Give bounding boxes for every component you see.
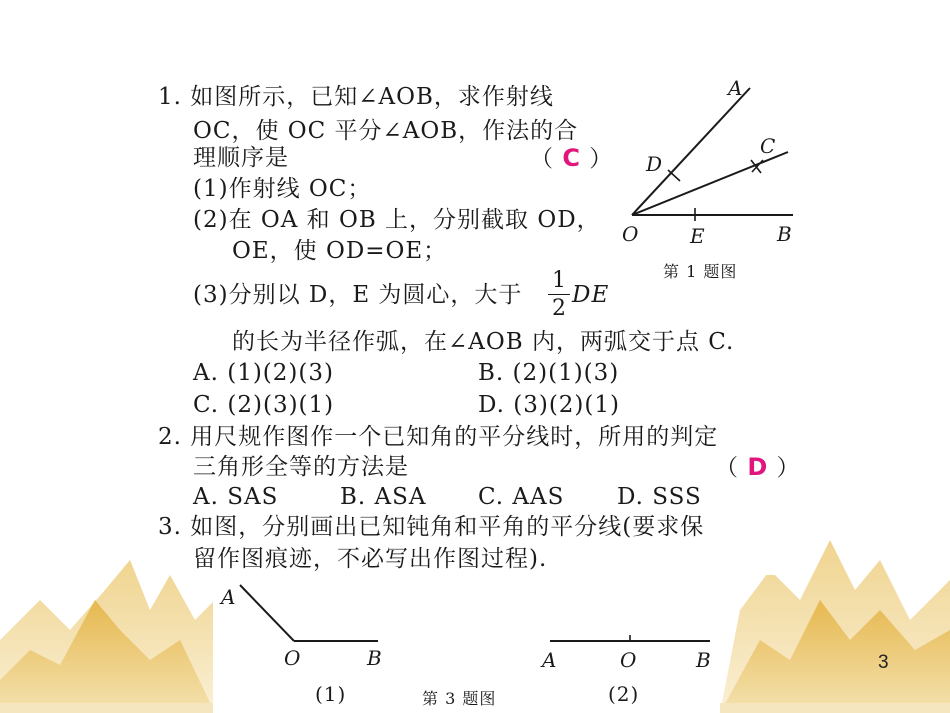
q1-step1: (1)作射线 OC； — [193, 176, 372, 202]
fraction-numerator: 1 — [552, 268, 566, 293]
q2-answer: D — [747, 453, 769, 481]
fig1-label-c: C — [760, 134, 776, 158]
fraction-half — [548, 268, 570, 321]
fig3-sub1: (1) — [315, 682, 347, 706]
fig3-2-label-a: A — [542, 648, 557, 672]
q2-option-d: D. SSS — [617, 484, 702, 510]
fig3-1-label-a: A — [221, 585, 236, 609]
q3-line1: 3. 如图，分别画出已知钝角和平角的平分线(要求保 — [158, 514, 705, 540]
fig3-1-label-o: O — [284, 646, 301, 670]
q1-step2b: OE，使 OD=OE； — [232, 238, 448, 264]
fig1-label-o: O — [622, 222, 639, 246]
fig1-caption: 第 1 题图 — [663, 262, 738, 281]
q2-option-b: B. ASA — [340, 484, 427, 510]
q1-answer: C — [562, 144, 581, 172]
q1-answer-bracket: （ C ） — [530, 144, 614, 172]
fig1-label-b: B — [777, 222, 792, 246]
fig3-caption: 第 3 题图 — [422, 689, 497, 708]
page-number: 3 — [878, 652, 889, 673]
q1-option-a: A. (1)(2)(3) — [193, 360, 334, 386]
q2-option-a: A. SAS — [193, 484, 279, 510]
q1-option-c: C. (2)(3)(1) — [193, 392, 335, 418]
fig3-2-label-b: B — [696, 648, 711, 672]
q1-line3: 理顺序是 — [193, 145, 289, 171]
q1-step3b: 的长为半径作弧，在∠AOB 内，两弧交于点 C. — [232, 329, 735, 355]
q2-option-c: C. AAS — [478, 484, 565, 510]
q1-line2: OC，使 OC 平分∠AOB，作法的合 — [193, 118, 579, 144]
fig1-label-a: A — [728, 76, 743, 100]
fig1-label-d: D — [646, 152, 663, 176]
fraction-denominator: 2 — [552, 296, 566, 321]
q1-step3a-tail: DE — [572, 282, 610, 308]
q1-step3a: (3)分别以 D，E 为圆心，大于 — [193, 282, 523, 308]
q3-line2: 留作图痕迹，不必写出作图过程). — [193, 546, 548, 572]
fig1-label-e: E — [690, 224, 705, 248]
fig3-sub2: (2) — [608, 682, 640, 706]
q2-line1: 2. 用尺规作图作一个已知角的平分线时，所用的判定 — [158, 424, 719, 450]
q1-line1: 1. 如图所示，已知∠AOB，求作射线 — [158, 84, 554, 110]
q1-option-b: B. (2)(1)(3) — [478, 360, 620, 386]
q1-option-d: D. (3)(2)(1) — [478, 392, 620, 418]
q1-step2a: (2)在 OA 和 OB 上，分别截取 OD， — [193, 207, 601, 233]
fig3-2-label-o: O — [620, 648, 637, 672]
q2-line2: 三角形全等的方法是 — [193, 454, 409, 480]
fig3-1-label-b: B — [367, 646, 382, 670]
q2-answer-bracket: （ D ） — [715, 453, 801, 481]
